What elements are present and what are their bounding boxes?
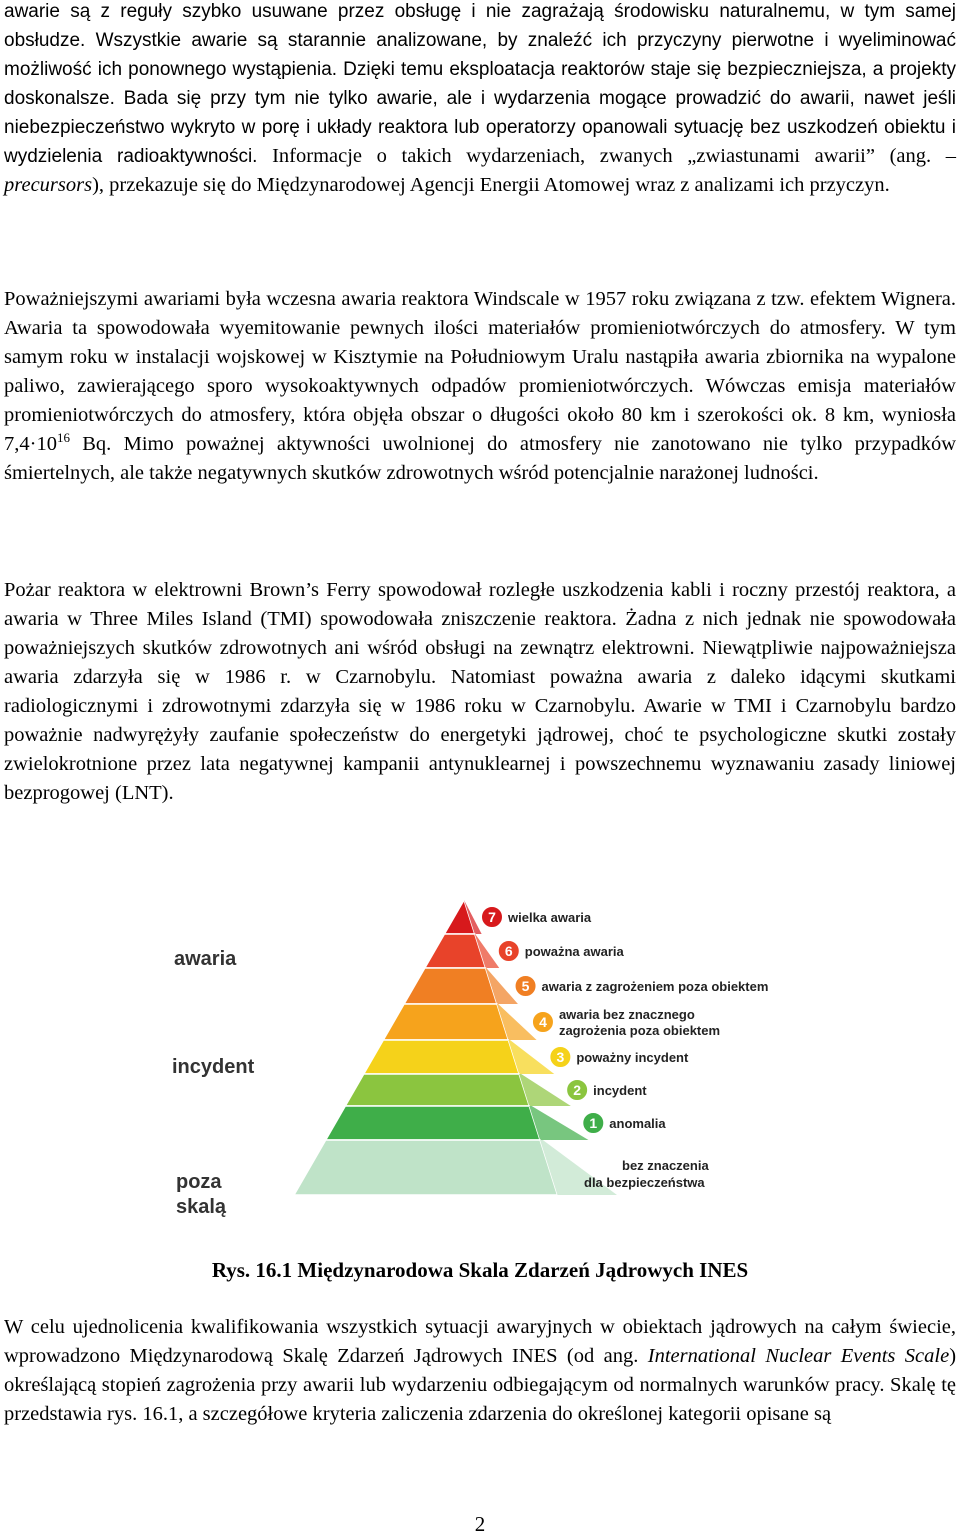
ines-pyramid-figure: [154, 895, 804, 1225]
paragraph-3: [4, 576, 956, 808]
group-label-poza: poza: [176, 1171, 222, 1193]
level-label-5: awaria z zagrożeniem poza obiektem: [541, 979, 769, 994]
level-label-1: anomalia: [609, 1116, 666, 1131]
paragraph-1-sans-text-2: Bada się przy tym nie tylko awarie, ale i wydarzenia mogące prowadzić do awarii, nawet jeśli niebezpieczeństwo wykryto w porę i układy reaktora lub operatorzy opanowali sytuację bez uszkodzeń obiektu i wydzielenia radioaktywności.: [4, 88, 957, 167]
group-label-skala: skalą: [176, 1196, 227, 1218]
level-label-4: awaria bez znacznego: [558, 1007, 695, 1022]
level-label-2: incydent: [593, 1083, 647, 1098]
paragraph-1-text-2: ), przekazuje się do Międzynarodowej Agencji Energii Atomowej wraz z analizami ich przyczyn.: [92, 174, 890, 196]
pyramid-level-5: [404, 968, 497, 1004]
base-label-line-1: bez znaczenia: [622, 1158, 709, 1173]
paragraph-1-italic: precursors: [4, 174, 93, 196]
paragraph-4-italic: International Nuclear Events Scale: [647, 1345, 950, 1367]
page-number: 2: [474, 1512, 486, 1536]
level-label-6: poważna awaria: [524, 944, 624, 959]
paragraph-4: [4, 1313, 956, 1429]
level-number-1: 1: [589, 1115, 598, 1131]
level-label-3: poważny incydent: [576, 1050, 689, 1065]
paragraph-1: [4, 0, 956, 200]
level-label-7: wielka awaria: [508, 910, 592, 925]
pyramid-level-1: [326, 1106, 540, 1140]
figure-caption: Rys. 16.1 Międzynarodowa Skala Zdarzeń Jądrowych INES: [211, 1258, 749, 1282]
group-label-awaria: awaria: [174, 948, 237, 970]
paragraph-1-text: Informacje o takich wydarzeniach, zwanych „zwiastunami awarii” (ang. –: [272, 145, 957, 167]
level-number-7: 7: [488, 909, 496, 925]
level-number-6: 6: [504, 943, 513, 959]
paragraph-3-text: Pożar reaktora w elektrowni Brown’s Ferry spowodował rozległe uszkodzenia kabli i roczny przestój reaktora, a awaria w Three Miles Island (TMI) spowodowała zniszczenie reaktora. Żadna z nich jednak nie spowodowała poważniejszych skutków zdrowotnych ani wśród obsługi na zewnątrz elektrowni. Niewątpliwie najpoważniejsza awaria zdarzyła się w 1986 r. w Czarnobylu. Natomiast poważna awaria z daleko idącymi skutkami radiologicznymi i zdrowotnymi zdarzyła się w 1986 roku w Czarnobylu. Awarie w TMI i Czarnobylu bardzo poważnie nadwyrężyły zaufanie społeczeństw do energetyki jądrowej, choć te psychologiczne skutki zostały zwielokrotnione przez lata negatywnej kampanii antynuklearnej i powszechnemu wyznawaniu zasady liniowej bezprogowej (LNT).: [4, 579, 956, 804]
ines-pyramid-svg: [154, 895, 804, 1225]
paragraph-4-text-2: ) określającą stopień zagrożenia przy awarii lub wydarzeniu odbiegającym od normalnych warunków pracy. Skalę tę przedstawia rys. 16.1, a szczegółowe kryteria zaliczenia zdarzenia do określonej kategorii opisane są: [4, 1345, 957, 1425]
base-label-line-2: dla bezpieczeństwa: [584, 1175, 705, 1190]
paragraph-2-text: Poważniejszymi awariami była wczesna awaria reaktora Windscale w 1957 roku związana z tzw. efektem Wignera. Awaria ta spowodowała wyemitowanie pewnych ilości materiałów promieniotwórczych do atmosfery. W tym samym roku w instalacji wojskowej w Kisztymie na Południowym Uralu nastąpiła awaria zbiornika na wypalone paliwo, zawierającego sporo wysokoaktywnych odpadów promieniotwórczych. Wówczas emisja materiałów promieniotwórczych do atmosfery, która objęła obszar o długości około 80 km i szerokości ok. 8 km, wyniosła 7,4·10: [4, 288, 956, 455]
pyramid-level-2: [345, 1074, 529, 1106]
level-number-2: 2: [573, 1082, 582, 1098]
level-label-4-line-2: zagrożenia poza obiektem: [558, 1023, 721, 1038]
level-number-3: 3: [556, 1049, 565, 1065]
paragraph-4-text: W celu ujednolicenia kwalifikowania wszystkich sytuacji awaryjnych w obiektach jądrowych na całym świecie, wprowadzono Międzynarodową Skalę Zdarzeń Jądrowych INES (od ang.: [4, 1316, 956, 1367]
level-number-5: 5: [521, 978, 530, 994]
group-label-incydent: incydent: [172, 1056, 255, 1078]
level-number-4: 4: [539, 1014, 547, 1030]
pyramid-base-layer: [294, 1140, 558, 1195]
paragraph-2: [4, 285, 956, 488]
pyramid-level-4: [383, 1004, 508, 1040]
paragraph-2-text-2: Bq. Mimo poważnej aktywności uwolnionej do atmosfery nie zanotowano nie tylko przypadków śmiertelnych, ale także negatywnych skutków zdrowotnych wśród potencjalnie narażonej ludności.: [4, 433, 956, 484]
paragraph-2-superscript: 16: [56, 430, 70, 445]
pyramid-level-3: [364, 1040, 519, 1074]
paragraph-1-sans-text: awarie są z reguły szybko usuwane przez obsługę i nie zagrażają środowisku naturalnemu, w tym samej obsłudze. Wszystkie awarie są starannie analizowane, by znaleźć ich przyczyny pierwotne i wyeliminować możliwość ich ponownego wystąpienia. Dzięki temu eksploatacja reaktorów staje się bezpieczniejsza, a projekty doskonalsze.: [4, 1, 956, 109]
